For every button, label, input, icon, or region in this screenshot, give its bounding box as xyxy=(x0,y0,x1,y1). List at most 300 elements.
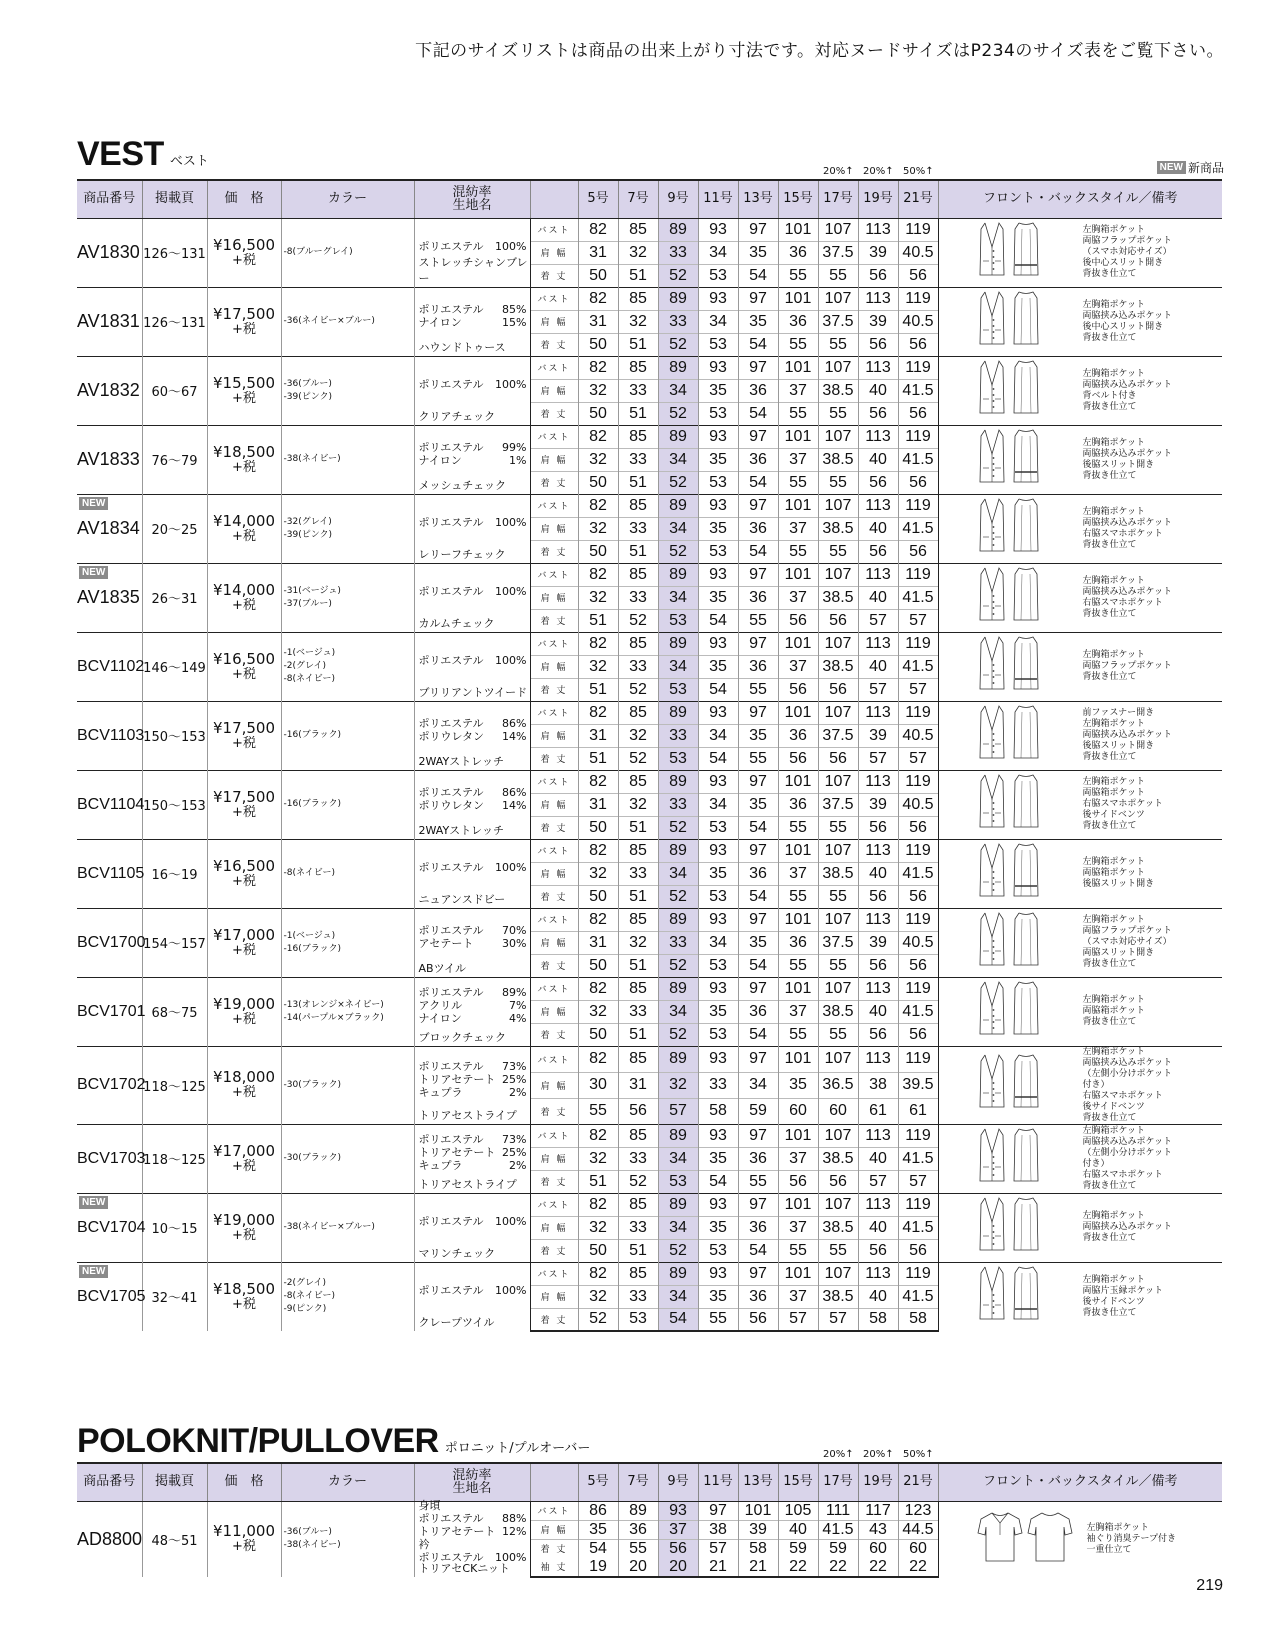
table-row xyxy=(77,1501,1222,1520)
price-tax: +税 xyxy=(232,942,256,958)
size-value: 61 xyxy=(858,1098,898,1124)
size-value: 34 xyxy=(658,1147,698,1170)
size-value: 40.5 xyxy=(898,241,938,264)
fabric-material: 身頃 xyxy=(418,1498,441,1512)
table-row xyxy=(77,770,1222,793)
style-cell xyxy=(938,494,1222,563)
product-code-text: BCV1702 xyxy=(77,1076,146,1093)
measure-label: 着 丈 xyxy=(530,609,578,632)
price-tax: +税 xyxy=(232,390,256,406)
size-value: 36.5 xyxy=(818,1072,858,1098)
size-value: 56 xyxy=(778,609,818,632)
size-value: 39 xyxy=(858,931,898,954)
size-value: 56 xyxy=(778,1170,818,1193)
size-value: 51 xyxy=(618,816,658,839)
fabric-material: ポリエステル xyxy=(418,986,484,999)
new-legend-text: 新商品 xyxy=(1187,161,1224,175)
color-item: -8(ブルーグレイ) xyxy=(283,247,353,257)
size-value: 32 xyxy=(578,379,618,402)
size-value: 32 xyxy=(578,655,618,678)
fabric-mix-line xyxy=(419,799,527,812)
table-row xyxy=(77,356,1222,379)
size-value: 54 xyxy=(698,747,738,770)
style-note: 後サイドベンツ xyxy=(1082,1296,1145,1307)
catalog-page: 60〜67 xyxy=(142,356,207,425)
col-header-size: 11号 xyxy=(698,180,738,218)
measure-label: バスト xyxy=(530,356,578,379)
size-value: 119 xyxy=(898,356,938,379)
size-value: 37 xyxy=(778,1147,818,1170)
fabric-material: トリアセテート xyxy=(418,1072,496,1086)
measure-label: 着 丈 xyxy=(530,885,578,908)
size-value: 56 xyxy=(858,471,898,494)
style-notes xyxy=(1083,857,1155,890)
size-value: 36 xyxy=(738,379,778,402)
back-style-image xyxy=(1011,428,1041,492)
style-note: 左胸箱ポケット xyxy=(1082,1125,1146,1136)
size-value: 33 xyxy=(618,655,658,678)
size-value: 36 xyxy=(738,1216,778,1239)
size-value: 56 xyxy=(898,1023,938,1046)
size-value: 52 xyxy=(658,471,698,494)
size-value: 61 xyxy=(898,1098,938,1124)
size-value: 85 xyxy=(618,1046,658,1072)
fabric-info xyxy=(414,494,530,563)
size-value: 85 xyxy=(618,287,658,310)
fabric-percent: 100% xyxy=(495,585,527,598)
col-header-fabric-mix: 混紡率 xyxy=(452,1467,492,1483)
size-value: 55 xyxy=(778,540,818,563)
size-value: 20 xyxy=(658,1558,698,1577)
fabric-name: ブリリアントツイード xyxy=(418,685,528,699)
size-value: 89 xyxy=(658,425,698,448)
back-style-image xyxy=(1011,221,1041,285)
fabric-material: ポリエステル xyxy=(418,785,484,799)
size-value: 32 xyxy=(618,241,658,264)
style-cell xyxy=(938,563,1222,632)
price xyxy=(207,701,281,770)
style-note: 両脇箱ポケット xyxy=(1082,788,1146,798)
style-wrap xyxy=(939,1047,1223,1124)
size-value: 55 xyxy=(778,1239,818,1262)
color-item: -36(ネイビー×ブルー) xyxy=(283,316,375,326)
size-value: 119 xyxy=(898,1124,938,1147)
size-value: 97 xyxy=(738,908,778,931)
style-notes xyxy=(1083,507,1173,551)
style-note: 背抜き仕立て xyxy=(1082,1112,1137,1123)
polo-title: POLOKNIT/PULLOVER xyxy=(77,1422,439,1460)
style-note: 後サイドベンツ xyxy=(1082,810,1145,820)
style-illustration xyxy=(977,773,1041,837)
price-tax: +税 xyxy=(232,873,256,889)
polo-size-table xyxy=(77,1462,1222,1578)
size-value: 36 xyxy=(738,448,778,471)
style-note: 背抜き仕立て xyxy=(1082,1233,1137,1243)
size-value: 56 xyxy=(858,264,898,287)
size-value: 41.5 xyxy=(898,1285,938,1308)
fabric-percent: 100% xyxy=(495,1215,527,1228)
product-code-text: AV1833 xyxy=(77,449,140,469)
size-value: 41.5 xyxy=(898,1000,938,1023)
measure-label: 着 丈 xyxy=(530,747,578,770)
size-value: 53 xyxy=(698,816,738,839)
size-value: 55 xyxy=(818,1239,858,1262)
style-note: 前ファスナー開き xyxy=(1082,708,1155,718)
measure-label: 肩 幅 xyxy=(530,1072,578,1098)
back-style-image xyxy=(1011,635,1041,699)
size-value: 51 xyxy=(618,1239,658,1262)
size-value: 30 xyxy=(578,1072,618,1098)
fabric-material: ポリエステル xyxy=(418,1284,484,1298)
size-value: 97 xyxy=(698,1501,738,1520)
size-value: 37 xyxy=(778,517,818,540)
size-value: 85 xyxy=(618,839,658,862)
color-list xyxy=(281,494,414,563)
size-value: 105 xyxy=(778,1501,818,1520)
size-value: 57 xyxy=(898,1170,938,1193)
table-row xyxy=(77,908,1222,931)
fabric-info xyxy=(414,1193,530,1262)
size-value: 113 xyxy=(858,356,898,379)
size-value: 40 xyxy=(858,448,898,471)
size-value: 22 xyxy=(898,1558,938,1577)
size-value: 56 xyxy=(898,264,938,287)
style-notes xyxy=(1083,438,1173,482)
size-value: 113 xyxy=(858,1124,898,1147)
catalog-page: 118〜125 xyxy=(142,1046,207,1124)
fabric-mix-line xyxy=(419,1525,527,1538)
size-value: 113 xyxy=(858,494,898,517)
size-value: 56 xyxy=(858,402,898,425)
price-tax: +税 xyxy=(232,1296,256,1312)
front-style-image xyxy=(977,1265,1007,1329)
style-illustration xyxy=(977,566,1041,630)
measure-label: 着 丈 xyxy=(530,1170,578,1193)
color-item: -9(ピンク) xyxy=(283,1304,327,1315)
size-value: 89 xyxy=(658,1124,698,1147)
size-value: 56 xyxy=(778,747,818,770)
size-value: 32 xyxy=(618,793,658,816)
fabric-name: 2WAYストレッチ xyxy=(418,754,505,768)
size-value: 39 xyxy=(858,241,898,264)
product-code xyxy=(77,425,142,494)
size-value: 38.5 xyxy=(818,1000,858,1023)
price-value: ¥16,500 xyxy=(212,649,276,668)
size-value: 32 xyxy=(578,517,618,540)
size-value: 35 xyxy=(698,1147,738,1170)
size-value: 107 xyxy=(818,218,858,241)
size-value: 35 xyxy=(738,241,778,264)
size-value: 56 xyxy=(738,1308,778,1331)
front-style-image xyxy=(977,980,1007,1044)
fabric-mix xyxy=(419,654,527,667)
price-value: ¥17,000 xyxy=(212,925,276,944)
size-value: 113 xyxy=(858,839,898,862)
size-value: 54 xyxy=(738,816,778,839)
fabric-material: ポリエステル xyxy=(418,923,484,937)
size-value: 33 xyxy=(618,1285,658,1308)
size-value: 38.5 xyxy=(818,448,858,471)
fabric-name: メッシュチェック xyxy=(418,478,506,492)
size-value: 40 xyxy=(858,1285,898,1308)
product-code xyxy=(77,494,142,563)
fabric-mix-line xyxy=(419,1133,527,1146)
size-value: 21 xyxy=(698,1558,738,1577)
price-tax: +税 xyxy=(232,459,256,475)
size-value: 56 xyxy=(818,1170,858,1193)
size-value: 51 xyxy=(618,885,658,908)
size-value: 31 xyxy=(578,241,618,264)
fabric-percent: 100% xyxy=(495,516,527,529)
size-value: 107 xyxy=(818,1046,858,1072)
size-value: 19 xyxy=(578,1558,618,1577)
fabric-name: トリアセストライプ xyxy=(418,1177,517,1191)
size-value: 41.5 xyxy=(898,1216,938,1239)
size-value: 36 xyxy=(778,310,818,333)
size-value: 51 xyxy=(578,678,618,701)
size-value: 93 xyxy=(698,770,738,793)
measure-label: バスト xyxy=(530,770,578,793)
style-illustration xyxy=(977,290,1041,354)
price-tax: +税 xyxy=(232,735,256,751)
size-value: 36 xyxy=(738,586,778,609)
color-item: -32(グレイ) xyxy=(283,516,332,527)
color-list xyxy=(281,1262,414,1331)
size-value: 40.5 xyxy=(898,931,938,954)
size-value: 54 xyxy=(738,1239,778,1262)
price xyxy=(207,494,281,563)
size-value: 55 xyxy=(818,540,858,563)
catalog-page: 126〜131 xyxy=(142,287,207,356)
size-value: 32 xyxy=(578,586,618,609)
back-style-image xyxy=(1011,290,1041,354)
size-value: 56 xyxy=(898,1239,938,1262)
size-value: 31 xyxy=(578,931,618,954)
size-value: 101 xyxy=(778,1124,818,1147)
size-value: 36 xyxy=(778,931,818,954)
fabric-name: ABツイル xyxy=(418,961,467,975)
fabric-material: アセテート xyxy=(418,936,474,950)
size-value: 82 xyxy=(578,1193,618,1216)
fabric-mix xyxy=(419,240,527,253)
size-value: 85 xyxy=(618,218,658,241)
back-style-image xyxy=(1011,1127,1041,1191)
size-value: 101 xyxy=(778,1046,818,1072)
size-value: 53 xyxy=(698,954,738,977)
size-value: 56 xyxy=(658,1539,698,1558)
price-value: ¥18,500 xyxy=(212,1279,276,1298)
price xyxy=(207,770,281,839)
style-cell xyxy=(938,977,1222,1046)
size-value: 34 xyxy=(658,1216,698,1239)
size-value: 56 xyxy=(818,609,858,632)
size-value: 85 xyxy=(618,770,658,793)
product-code-text: AV1831 xyxy=(77,311,140,331)
size-value: 51 xyxy=(618,954,658,977)
size-value: 113 xyxy=(858,908,898,931)
size-value: 36 xyxy=(778,793,818,816)
size-value: 34 xyxy=(698,310,738,333)
size-value: 38.5 xyxy=(818,1147,858,1170)
size-value: 85 xyxy=(618,494,658,517)
size-value: 93 xyxy=(698,287,738,310)
size-value: 56 xyxy=(818,747,858,770)
size-value: 97 xyxy=(738,1262,778,1285)
size-value: 31 xyxy=(578,793,618,816)
size-value: 119 xyxy=(898,287,938,310)
table-row xyxy=(77,563,1222,586)
size-value: 38.5 xyxy=(818,1216,858,1239)
size-value: 55 xyxy=(578,1098,618,1124)
size-value: 54 xyxy=(738,885,778,908)
fabric-mix-line xyxy=(419,654,527,667)
measure-label: バスト xyxy=(530,1501,578,1520)
catalog-page: 126〜131 xyxy=(142,218,207,287)
fabric-mix xyxy=(419,1284,527,1297)
style-notes xyxy=(1083,1211,1173,1244)
pct-note-19: 20%↑ xyxy=(863,166,894,177)
style-cell xyxy=(938,908,1222,977)
size-value: 97 xyxy=(738,1046,778,1072)
size-value: 54 xyxy=(738,1023,778,1046)
size-value: 53 xyxy=(698,885,738,908)
style-note: 左胸箱ポケット xyxy=(1082,719,1146,729)
size-value: 57 xyxy=(858,747,898,770)
measure-label: 肩 幅 xyxy=(530,862,578,885)
size-value: 55 xyxy=(818,471,858,494)
fabric-percent: 86% xyxy=(502,785,527,799)
col-header-size: 9号 xyxy=(658,180,698,218)
price-tax: +税 xyxy=(232,666,256,682)
front-style-image xyxy=(977,911,1007,975)
fabric-name: ニュアンスドビー xyxy=(418,892,506,906)
size-value: 54 xyxy=(738,540,778,563)
size-value: 33 xyxy=(618,448,658,471)
style-wrap xyxy=(939,704,1223,768)
size-value: 89 xyxy=(658,563,698,586)
measure-label: バスト xyxy=(530,563,578,586)
size-value: 101 xyxy=(778,770,818,793)
size-value: 59 xyxy=(778,1539,818,1558)
fabric-info xyxy=(414,977,530,1046)
size-value: 54 xyxy=(698,1170,738,1193)
fabric-percent: 100% xyxy=(495,378,527,391)
fabric-mix-line xyxy=(419,1060,527,1073)
style-notes xyxy=(1083,995,1146,1028)
measure-label: 肩 幅 xyxy=(530,310,578,333)
style-wrap xyxy=(939,635,1223,699)
style-notes xyxy=(1083,650,1172,683)
measure-label: 肩 幅 xyxy=(530,379,578,402)
style-wrap xyxy=(939,1126,1223,1192)
style-note: 背抜き仕立て xyxy=(1082,1180,1137,1191)
size-value: 107 xyxy=(818,425,858,448)
product-code-text: AD8800 xyxy=(77,1528,143,1549)
size-value: 97 xyxy=(738,218,778,241)
style-note: 両脇箱ポケット xyxy=(1082,1006,1146,1016)
size-value: 41.5 xyxy=(898,448,938,471)
size-value: 55 xyxy=(778,264,818,287)
product-code-text: BCV1705 xyxy=(77,1287,146,1305)
size-value: 40 xyxy=(858,586,898,609)
product-code-text: BCV1703 xyxy=(77,1149,146,1167)
col-header-size: 15号 xyxy=(778,1463,818,1501)
measure-label: 着 丈 xyxy=(530,402,578,425)
col-header-fabric xyxy=(414,1463,530,1501)
fabric-material: ポリエステル xyxy=(418,302,484,316)
size-value: 37.5 xyxy=(818,793,858,816)
fabric-info xyxy=(414,287,530,356)
price xyxy=(207,287,281,356)
size-value: 56 xyxy=(818,678,858,701)
size-value: 52 xyxy=(658,1023,698,1046)
size-value: 119 xyxy=(898,770,938,793)
product-code-text: BCV1102 xyxy=(77,657,145,675)
size-value: 107 xyxy=(818,701,858,724)
fabric-name: ブロックチェック xyxy=(418,1030,506,1044)
size-value: 113 xyxy=(858,770,898,793)
size-value: 101 xyxy=(778,425,818,448)
size-value: 93 xyxy=(698,425,738,448)
size-value: 101 xyxy=(778,494,818,517)
style-notes xyxy=(1083,369,1173,413)
front-style-image xyxy=(977,359,1007,423)
vest-section-title xyxy=(77,137,209,171)
size-value: 119 xyxy=(898,218,938,241)
size-value: 113 xyxy=(858,287,898,310)
style-note: 後脇スリット開き xyxy=(1082,879,1155,889)
style-note: 左胸箱ポケット xyxy=(1082,506,1146,517)
measure-label: バスト xyxy=(530,494,578,517)
style-note: 背抜き仕立て xyxy=(1082,1307,1137,1318)
col-header-size: 11号 xyxy=(698,1463,738,1501)
size-value: 93 xyxy=(698,908,738,931)
size-value: 55 xyxy=(818,1023,858,1046)
size-value: 32 xyxy=(578,448,618,471)
size-value: 39 xyxy=(858,793,898,816)
front-style-image xyxy=(977,842,1007,906)
new-badge: NEW xyxy=(1157,161,1186,174)
size-value: 51 xyxy=(618,1023,658,1046)
style-note: 左胸箱ポケット xyxy=(1082,777,1146,787)
size-value: 34 xyxy=(698,931,738,954)
color-list xyxy=(281,1124,414,1193)
size-value: 32 xyxy=(578,1216,618,1239)
size-value: 56 xyxy=(778,678,818,701)
product-code xyxy=(77,701,145,770)
product-code xyxy=(77,563,142,632)
style-note: 背抜き仕立て xyxy=(1082,608,1137,619)
size-value: 55 xyxy=(738,609,778,632)
fabric-material: ポリエステル xyxy=(418,716,484,730)
size-value: 34 xyxy=(658,655,698,678)
product-code xyxy=(77,1124,146,1193)
size-value: 34 xyxy=(698,793,738,816)
style-illustration xyxy=(977,842,1041,906)
fabric-mix xyxy=(419,986,527,1025)
size-value: 52 xyxy=(658,1239,698,1262)
size-value: 38.5 xyxy=(818,586,858,609)
size-value: 56 xyxy=(898,885,938,908)
fabric-name: トリアセCKニット xyxy=(418,1561,510,1575)
style-wrap xyxy=(939,497,1223,561)
style-note: 付き） xyxy=(1082,1158,1110,1169)
style-wrap xyxy=(939,1509,1223,1569)
fabric-mix xyxy=(419,861,527,874)
style-notes xyxy=(1083,777,1163,832)
size-value: 51 xyxy=(578,747,618,770)
size-value: 35 xyxy=(738,793,778,816)
